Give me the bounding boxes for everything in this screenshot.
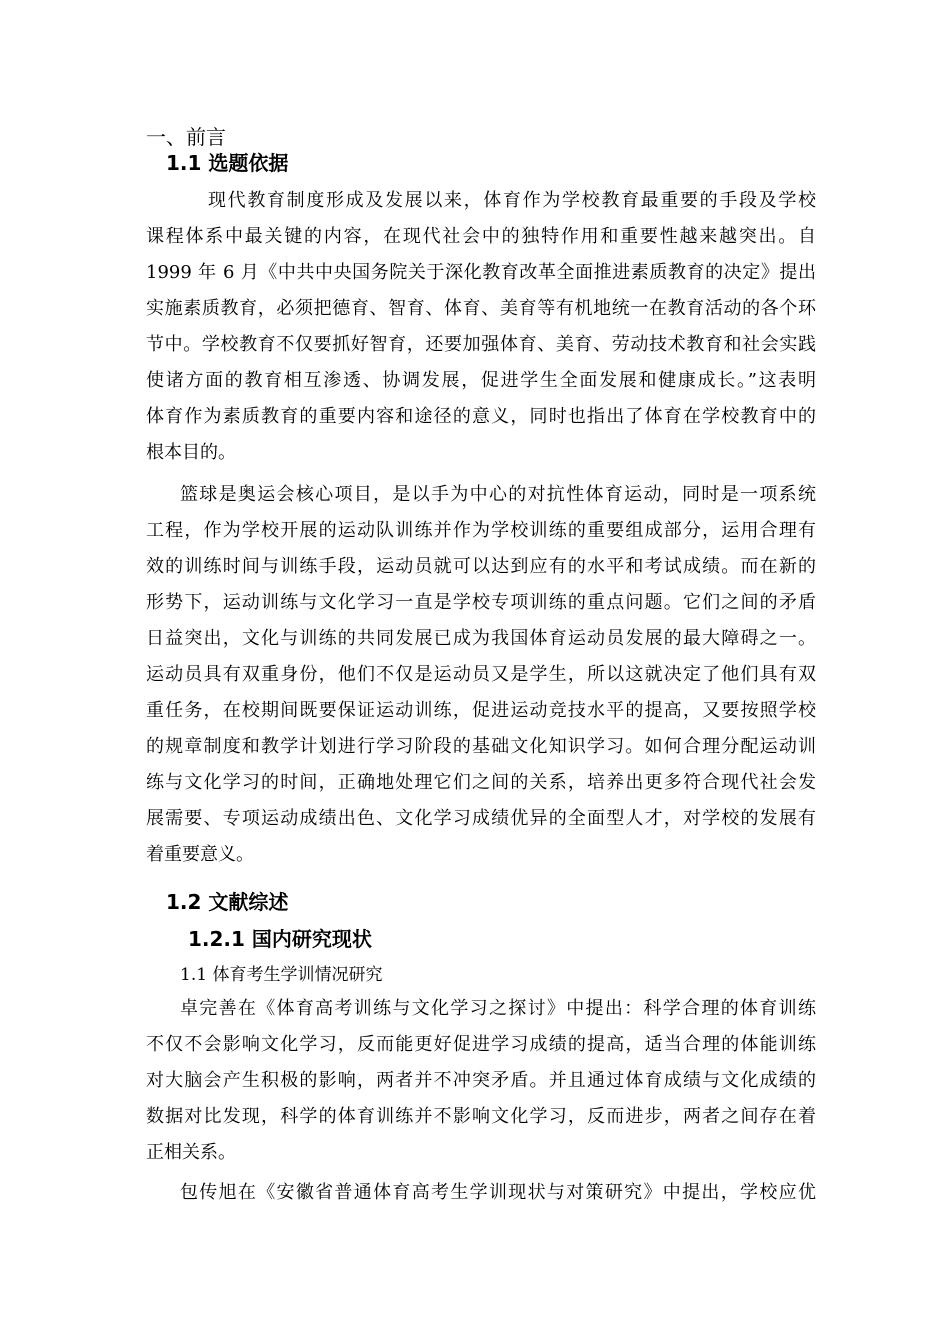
paragraph-line: 重任务，在校期间既要保证运动训练，促进运动竞技水平的提高，又要按照学校 (146, 700, 816, 721)
paragraph-line: 节中。学校教育不仅要抓好智育，还要加强体育、美育、劳动技术教育和社会实践 (146, 334, 816, 355)
subsection-heading-1-1: 1.1 选题依据 (166, 151, 289, 175)
subsection-heading-1-2: 1.2 文献综述 (166, 890, 289, 914)
paragraph-line: 使诸方面的教育相互渗透、协调发展，促进学生全面发展和健康成长。”这表明 (146, 370, 816, 391)
paragraph-line: 形势下，运动训练与文化学习一直是学校专项训练的重点问题。它们之间的矛盾 (146, 592, 816, 613)
paragraph-line: 现代教育制度形成及发展以来，体育作为学校教育最重要的手段及学校 (208, 190, 816, 211)
paragraph-line: 日益突出，文化与训练的共同发展已成为我国体育运动员发展的最大障碍之一。 (146, 628, 816, 649)
paragraph-line: 体育作为素质教育的重要内容和途径的意义，同时也指出了体育在学校教育中的 (146, 406, 816, 427)
section-heading: 一、前言 (146, 125, 226, 149)
paragraph-line: 展需要、专项运动成绩出色、文化学习成绩优异的全面型人才，对学校的发展有 (146, 808, 816, 829)
paragraph-line: 实施素质教育，必须把德育、智育、体育、美育等有机地统一在教育活动的各个环 (146, 298, 816, 319)
subsection-heading-1-2-1: 1.2.1 国内研究现状 (188, 927, 372, 951)
paragraph-line: 卓完善在《体育高考训练与文化学习之探讨》中提出：科学合理的体育训练 (180, 998, 816, 1019)
subsection-item-title: 1.1 体育考生学训情况研究 (180, 965, 383, 985)
paragraph-line: 着重要意义。 (146, 844, 254, 865)
paragraph-line: 对大脑会产生积极的影响，两者并不冲突矛盾。并且通过体育成绩与文化成绩的 (146, 1070, 816, 1091)
paragraph-3 (146, 991, 816, 1171)
paragraph-line: 练与文化学习的时间，正确地处理它们之间的关系，培养出更多符合现代社会发 (146, 772, 816, 793)
paragraph-line: 包传旭在《安徽省普通体育高考生学训现状与对策研究》中提出，学校应优 (180, 1182, 816, 1203)
paragraph-line: 篮球是奥运会核心项目，是以手为中心的对抗性体育运动，同时是一项系统 (180, 484, 816, 505)
paragraph-line: 数据对比发现，科学的体育训练并不影响文化学习，反而进步，两者之间存在着 (146, 1106, 816, 1127)
paragraph-1 (146, 183, 816, 471)
paragraph-line: 运动员具有双重身份，他们不仅是运动员又是学生，所以这就决定了他们具有双 (146, 664, 816, 685)
paragraph-line: 正相关系。 (146, 1142, 236, 1163)
paragraph-line: 工程，作为学校开展的运动队训练并作为学校训练的重要组成部分，运用合理有 (146, 520, 816, 541)
paragraph-line: 不仅不会影响文化学习，反而能更好促进学习成绩的提高，适当合理的体能训练 (146, 1034, 816, 1055)
paragraph-2 (146, 477, 816, 873)
paragraph-line: 效的训练时间与训练手段，运动员就可以达到应有的水平和考试成绩。而在新的 (146, 556, 816, 577)
paragraph-line: 1999 年 6 月《中共中央国务院关于深化教育改革全面推进素质教育的决定》提出 (146, 262, 816, 283)
paragraph-4 (146, 1175, 816, 1211)
paragraph-line: 课程体系中最关键的内容，在现代社会中的独特作用和重要性越来越突出。自 (146, 226, 816, 247)
paragraph-line: 根本目的。 (146, 442, 236, 463)
paragraph-line: 的规章制度和教学计划进行学习阶段的基础文化知识学习。如何合理分配运动训 (146, 736, 816, 757)
